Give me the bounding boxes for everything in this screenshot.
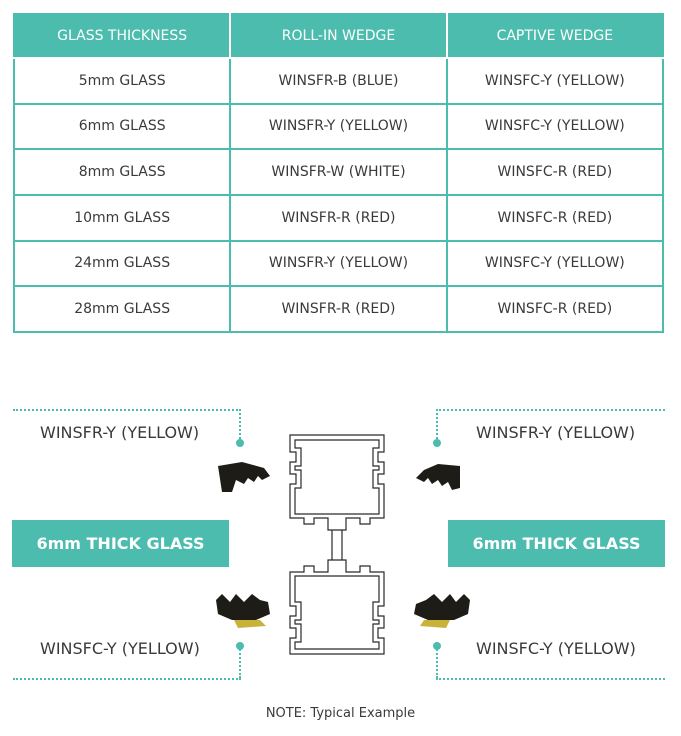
table-row [14, 104, 663, 150]
roll-in-wedge-cell: WINSFR-B (BLUE) [230, 58, 446, 104]
left-bottom-leader-dot [236, 642, 244, 650]
glass-wedge-table [13, 13, 664, 333]
left-captive-wedge-icon [212, 590, 274, 630]
column-header-captive-wedge: CAPTIVE WEDGE [447, 14, 663, 58]
table-row [14, 149, 663, 195]
roll-in-wedge-cell: WINSFR-Y (YELLOW) [230, 241, 446, 287]
captive-wedge-cell: WINSFC-R (RED) [447, 195, 663, 241]
left-roll-in-wedge-icon [214, 458, 274, 498]
left-captive-wedge-label: WINSFC-Y (YELLOW) [40, 639, 200, 658]
column-header-roll-in-wedge: ROLL-IN WEDGE [230, 14, 446, 58]
captive-wedge-cell: WINSFC-Y (YELLOW) [447, 58, 663, 104]
right-captive-wedge-icon [410, 590, 474, 630]
glass-thickness-cell: 8mm GLASS [14, 149, 230, 195]
table-row [14, 286, 663, 332]
left-roll-in-wedge-label: WINSFR-Y (YELLOW) [40, 423, 200, 442]
right-roll-in-wedge-label: WINSFR-Y (YELLOW) [476, 423, 636, 442]
table-row [14, 241, 663, 287]
roll-in-wedge-cell: WINSFR-R (RED) [230, 195, 446, 241]
aluminium-profile-cross-section-icon [286, 432, 388, 658]
right-top-leader-dot [433, 439, 441, 447]
roll-in-wedge-cell: WINSFR-R (RED) [230, 286, 446, 332]
right-bottom-leader-dot [433, 642, 441, 650]
left-top-leader-line [13, 409, 241, 411]
left-bottom-leader-rise [239, 646, 241, 678]
glass-thickness-cell: 24mm GLASS [14, 241, 230, 287]
roll-in-wedge-cell: WINSFR-Y (YELLOW) [230, 104, 446, 150]
captive-wedge-cell: WINSFC-Y (YELLOW) [447, 241, 663, 287]
captive-wedge-cell: WINSFC-R (RED) [447, 286, 663, 332]
glass-thickness-cell: 5mm GLASS [14, 58, 230, 104]
left-top-leader-drop [239, 409, 241, 443]
column-header-glass-thickness: GLASS THICKNESS [14, 14, 230, 58]
right-top-leader-line [436, 409, 665, 411]
left-bottom-leader-line [13, 678, 241, 680]
typical-example-note: NOTE: Typical Example [265, 706, 416, 721]
roll-in-wedge-cell: WINSFR-W (WHITE) [230, 149, 446, 195]
captive-wedge-cell: WINSFC-Y (YELLOW) [447, 104, 663, 150]
right-roll-in-wedge-icon [412, 460, 464, 494]
captive-wedge-cell: WINSFC-R (RED) [447, 149, 663, 195]
table-header-row [14, 14, 663, 58]
glass-thickness-cell: 10mm GLASS [14, 195, 230, 241]
table-row [14, 58, 663, 104]
table-row [14, 195, 663, 241]
left-top-leader-dot [236, 439, 244, 447]
right-glass-thickness-box: 6mm THICK GLASS [448, 520, 665, 567]
right-bottom-leader-rise [436, 646, 438, 678]
right-top-leader-drop [436, 409, 438, 443]
right-bottom-leader-line [436, 678, 665, 680]
glass-thickness-cell: 28mm GLASS [14, 286, 230, 332]
left-glass-thickness-box: 6mm THICK GLASS [12, 520, 229, 567]
right-captive-wedge-label: WINSFC-Y (YELLOW) [476, 639, 636, 658]
glass-thickness-cell: 6mm GLASS [14, 104, 230, 150]
